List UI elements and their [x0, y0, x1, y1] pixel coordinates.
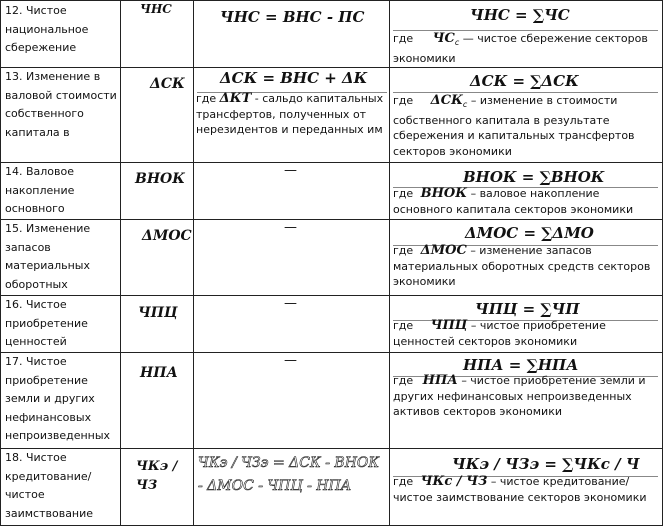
- row-17-formula-right: НПА = ∑НПА: [463, 356, 579, 374]
- row-15-note: где ΔМОС – изменение запасов материальных оборотных средств секторов экономики: [393, 243, 651, 288]
- row-16-dash: —: [284, 296, 297, 311]
- row-15-dash: —: [284, 220, 297, 235]
- row-13-note: где $\Delta СК_с$ – изменение в стоимости собственного капитала в результате сбережения и капитальных трансфертов секторов экономики: [393, 93, 635, 158]
- row-13-formula-right: ΔСК = ∑ΔСК: [470, 72, 579, 90]
- row-18-formula-mid-line1: ЧКэ / ЧЗэ = ΔСК - ВНОК: [198, 455, 380, 471]
- row-14-symbol: ВНОК: [135, 171, 185, 187]
- row-18-name: 18. Чистое кредитование/ чистое заимствование: [5, 451, 94, 520]
- row-17-name: 17. Чистое приобретение земли и других нефинансовых непроизведенных: [5, 355, 111, 442]
- row-17-symbol: НПА: [140, 365, 178, 381]
- row-16-note: где ЧПЦ – чистое приобретение ценностей секторов экономики: [393, 318, 606, 348]
- row-14-note: где ВНОК – валовое накопление основного капитала секторов экономики: [393, 186, 634, 216]
- row-18-formula-mid-line2: - ΔМОС - ЧПЦ - НПА: [198, 478, 352, 494]
- row-16-symbol: ЧПЦ: [138, 305, 178, 321]
- row-12-formula-mid: ЧНС = ВНС - ПС: [220, 8, 365, 26]
- table-border-top: [0, 0, 663, 1]
- row-13-mid-note: где ΔКТ - сальдо капитальных трансфертов, полученных от нерезидентов и переданных им: [196, 91, 384, 136]
- row-14-formula-right: ВНОК = ∑ВНОК: [463, 168, 605, 186]
- row-17-dash: —: [284, 353, 297, 368]
- row-13-symbol: ΔСК: [150, 76, 185, 92]
- row-18-note: где ЧКс / ЧЗ – чистое кредитование/чистое заимствование секторов экономики: [393, 474, 647, 504]
- row-12-note: где $ЧС_с$ — чистое сбережение секторов экономики: [393, 31, 648, 65]
- row-15-formula-right: ΔМОС = ∑ΔМО: [465, 224, 594, 242]
- row-14-dash: —: [284, 163, 297, 178]
- row-12-formula-right: ЧНС = ∑ЧС: [470, 6, 570, 24]
- row-18-formula-right: ЧКэ / ЧЗэ = ∑ЧКс / Ч: [452, 455, 640, 473]
- row-16-formula-right: ЧПЦ = ∑ЧП: [475, 300, 580, 318]
- row-15-symbol: ΔМОС: [142, 228, 192, 244]
- row-13-name: 13. Изменение в валовой стоимости собственного капитала в: [5, 70, 117, 139]
- row-18-symbol: ЧКэ / ЧЗ: [136, 459, 178, 493]
- row-16-name: 16. Чистое приобретение ценностей: [5, 298, 88, 348]
- row-15-name: 15. Изменение запасов материальных оборотных: [5, 222, 91, 291]
- row-12-symbol: ЧНС: [140, 2, 172, 16]
- row-12-name: 12. Чистое национальное сбережение: [5, 4, 89, 54]
- row-13-formula-mid: ΔСК = ВНС + ΔК: [220, 69, 368, 87]
- row-17-note: где НПА – чистое приобретение земли и других нефинансовых непроизведенных активов секторов экономики: [393, 373, 646, 418]
- row-14-name: 14. Валовое накопление основного: [5, 165, 75, 215]
